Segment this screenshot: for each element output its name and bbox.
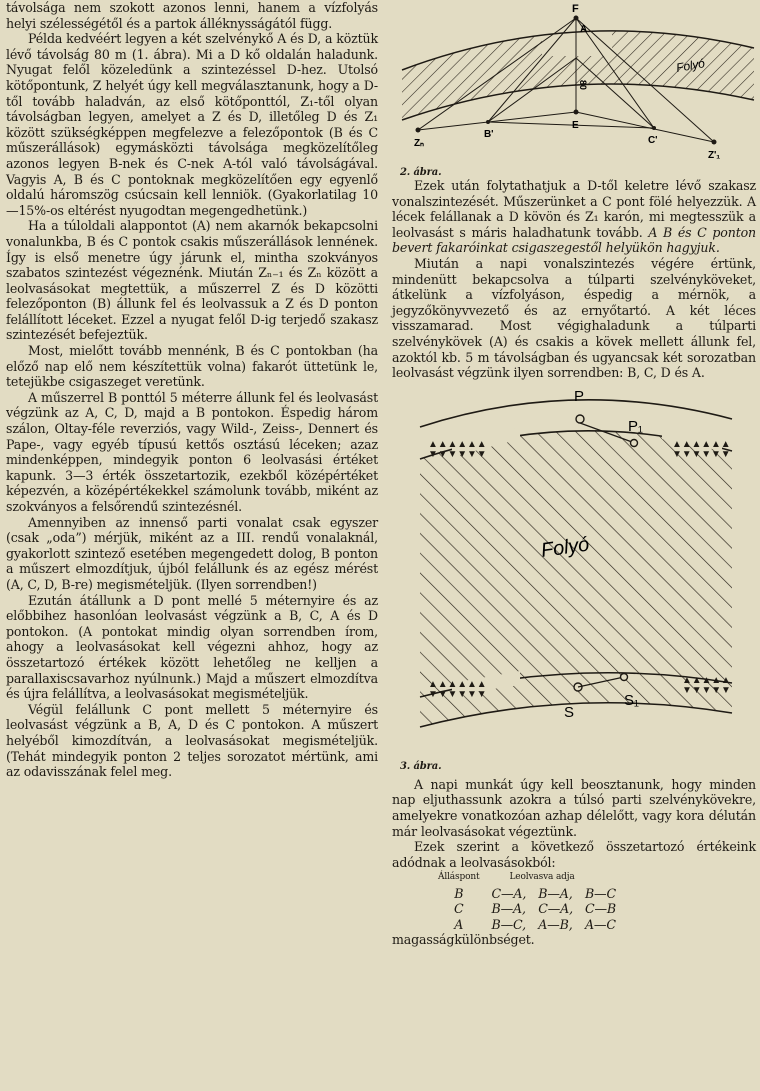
figure-3 <box>392 387 756 777</box>
svg-text:▲▲▲▲▲: ▲▲▲▲▲ <box>682 674 731 686</box>
svg-text:▼▼▼▼▼▼: ▼▼▼▼▼▼ <box>672 448 731 460</box>
table-row <box>432 886 622 901</box>
table-cell: B—C, <box>491 916 526 932</box>
paragraph: Példa kedvéért legyen a két szelvénykő A és D, a köztük lévő távolság 80 m (1. ábra). Mi a D kő oldalán haladunk. Nyugat felől közeledünk a szintezéssel D-hez. Utolsó kötőpontunk, Z helyét úgy kell megválasztanunk, hogy a D-től tovább haladván, az első kötőponttól, Z₁-től olyan távolságban legyen, amelyet a Z és D, illetőleg D és Z₁ között szükségképpen megfelezve a felezőpontok (B és C műszerállások) egymásközti távolsága megközelítőleg azonos legyen B-nek és C-nek A-tól való távolságával. Vagyis A, B és C pontoknak megközelítően egy egyenlő oldalú háromszög csúcsain kell lenniök. (Gyakorlatilag 10—15%-os eltérést nyugodtan megengedhetünk.) <box>6 31 378 218</box>
table-header: Leolvasva adja <box>509 872 575 883</box>
svg-text:▲▲▲▲▲▲: ▲▲▲▲▲▲ <box>428 438 487 450</box>
label-river: Folyó <box>675 56 706 75</box>
table-cell: B—A, <box>491 901 526 917</box>
svg-text:▲▲▲▲▲▲: ▲▲▲▲▲▲ <box>428 678 487 690</box>
svg-text:▼▼▼▼▼▼: ▼▼▼▼▼▼ <box>428 688 487 700</box>
results-table <box>432 870 622 932</box>
label-S: S <box>564 703 574 721</box>
figure-2-caption: 2. ábra. <box>400 167 442 178</box>
label-Z1: Z'₁ <box>708 150 721 161</box>
label-S1: S₁ <box>624 691 639 709</box>
paragraph: Miután a napi vonalszintezés végére értünk, mindenütt bekapcsolva a túlparti szelvényköveket, átkelünk a vízfolyáson, éspedig a mérnök, a jegyzőkönyvvezető és az ernyőtartó. A két léces visszamarad. Most végighaladunk a túlparti szelvénykövek (A) és csakis a kövek mellett állunk fel, azoktól kb. 5 m távolságban és ugyancsak két sorozatban leolvasást végzünk ilyen sorrendben: B, C, D és A. <box>392 255 756 381</box>
label-C: C' <box>648 135 658 146</box>
paragraph: távolsága nem szokott azonos lenni, hanem a vízfolyás helyi szélességétől és a partok álléknysságától függ. <box>6 0 378 31</box>
table-cell: A <box>454 916 464 932</box>
label-A: A <box>580 24 588 35</box>
paragraph: Ezek szerint a következő összetartozó értékeink adódnak a leolvasásokból: <box>392 839 756 870</box>
table-cell: B—A, <box>538 885 573 901</box>
table-cell: A—C <box>584 916 616 932</box>
table-cell: B—C <box>584 885 616 901</box>
paragraph: A napi munkát úgy kell beosztanunk, hogy minden nap eljuthassunk azokra a túlsó parti szelvénykövekre, amelyekre vonatkozóan azhap délelőtt, vagy kora délután már leolvasásokat végeztünk. <box>392 776 756 839</box>
label-Zn: Zₙ <box>414 138 424 149</box>
paragraph: Most, mielőtt tovább mennénk, B és C pontokban (ha előző nap elő nem készítettük volna) fakarót üttetünk le, tetejükbe csigaszeget veretünk. <box>6 343 378 390</box>
svg-text:▼▼▼▼▼: ▼▼▼▼▼ <box>682 684 731 696</box>
paragraph <box>392 178 756 256</box>
table-row <box>432 917 622 932</box>
table-row <box>432 901 622 916</box>
paragraph: Ha a túloldali alappontot (A) nem akarnók bekapcsolni vonalunkba, B és C pontok csakis műszerállások lennének. Így is első menetre úgy járunk el, mintha szokványos szabatos szintezést végeznénk. Miután Zₙ₋₁ és Zₙ között a leolvasásokat megtettük, a műszerrel Z és D közötti felezőponton (B) állunk fel és leolvassuk a Z és D ponton felállított léceket. Ezzel a nyugat felől D-ig terjedő szakasz szintezését befejeztük. <box>6 218 378 343</box>
label-P1: P₁ <box>628 417 643 435</box>
label-F: F <box>572 3 579 15</box>
svg-text:▲▲▲▲▲▲: ▲▲▲▲▲▲ <box>672 438 731 450</box>
paragraph: Végül felállunk C pont mellett 5 méternyire és leolvasást végzünk a B, A, D és C pontokon. A műszert helyéből kimozdítván, a leolvasásokat megismételjük. (Tehát mindegyik ponton 2 teljes sorozatot mértünk, ami az odavisszának felel meg. <box>6 701 378 780</box>
table-cell: A—B, <box>538 916 573 932</box>
paragraph: Amennyiben az innenső parti vonalat csak egyszer (csak „oda”) mérjük, miként az a III. rendű vonalaknál, gyakorlott szintező esetében megengedett dolog, B ponton a műszert elmozdítjuk, újból felállunk és az egész mérést (A, C, D, B-re) megismételjük. (Ilyen sorrendben!) <box>6 514 378 592</box>
paragraph-emphasis: A B és C ponton bevert fakaróinkat csigaszegestől helyükön hagyjuk. <box>392 224 756 256</box>
figure-2-diagram <box>392 0 756 165</box>
figure-3-diagram <box>392 387 756 759</box>
table-cell: B <box>454 885 464 901</box>
paragraph: magasságkülönbséget. <box>392 931 535 947</box>
figure-3-caption: 3. ábra. <box>400 760 442 772</box>
paragraph: Ezután átállunk a D pont mellé 5 méternyire és az előbbihez hasonlóan leolvasást végzünk a B, C, A és D pontokon. (A pontokat mindig olyan sorrendben írom, ahogy a leolvasásokat kell végezni ahhoz, hogy az összetartozó értékek között lehetőleg ne kelljen a parallaxiscsavarhoz nyúlnunk.) Majd a műszert elmozdítva és újra felállítva, a leolvasásokat megismételjük. <box>6 592 378 702</box>
svg-text:▼▼▼▼▼▼: ▼▼▼▼▼▼ <box>428 448 487 460</box>
table-cell: C—A, <box>538 901 573 917</box>
paragraph: A műszerrel B ponttól 5 méterre állunk fel és leolvasást végzünk az A, C, D, majd a B pontokon. Éspedig három szálon, Oltay-féle reverziós, vagy Wild-, Zeiss-, Dennert és Pape-, vagy egyéb típusú kettős osztású léceken; azaz mindenképpen, mindegyik ponton 6 leolvasási értéket kapunk. 3—3 érték összetartozik, ezekből középértéket képezvén, a középértékekkel számolunk tovább, miként az szokványos a felsőrendű szintezésnél. <box>6 389 378 514</box>
label-distance: 80 <box>578 80 588 90</box>
table-header: Álláspont <box>438 872 480 883</box>
label-river: Folyó <box>539 533 591 562</box>
left-column <box>6 0 378 780</box>
figure-2 <box>392 0 756 178</box>
table-cell: C—A, <box>491 885 527 901</box>
table-cell: C <box>453 901 464 917</box>
label-B: B' <box>484 129 494 140</box>
table-cell: C—B <box>584 901 616 917</box>
right-column <box>392 0 756 948</box>
label-P: P <box>574 387 584 405</box>
paragraph-text: Ezek után folytathatjuk a D-től keletre lévő szakasz vonalszintezését. Műszerünket a C pont fölé helyezzük. A lécek felállanak a D kövön és Z₁ karón, mi megtesszük a leolvasást s máris haladhatunk tovább. <box>392 178 756 240</box>
label-E: E <box>572 120 579 131</box>
